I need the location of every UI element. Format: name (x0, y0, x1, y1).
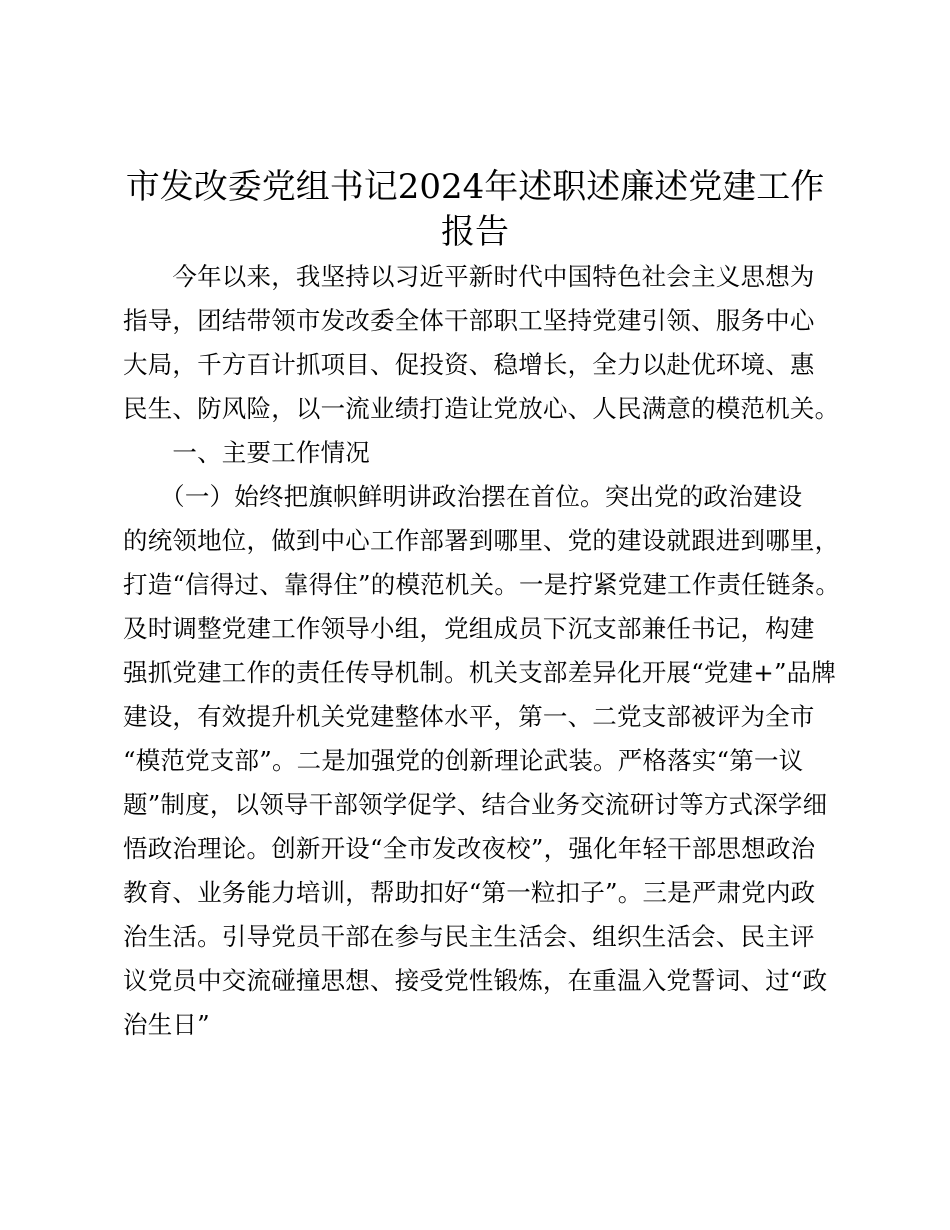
paragraph-2-line-11: 治生活。引导党员干部在参与民主生活会、组织生活会、民主评 (123, 922, 815, 951)
paragraph-2-line-4: 及时调整党建工作领导小组，党组成员下沉支部兼任书记，构建 (123, 614, 815, 643)
paragraph-2-line-12: 议党员中交流碰撞思想、接受党性锻炼，在重温入党誓词、过“政 (123, 966, 828, 995)
paragraph-1-line-3: 大局，千方百计抓项目、促投资、稳增长，全力以赴优环境、惠 (123, 350, 815, 379)
document-title-line-2: 报告 (441, 212, 509, 252)
paragraph-1-line-4: 民生、防风险，以一流业绩打造让党放心、人民满意的模范机关。 (123, 394, 840, 423)
paragraph-2-line-1: （一）始终把旗帜鲜明讲政治摆在首位。突出党的政治建设 (123, 482, 803, 511)
paragraph-2-line-2: 的统领地位，做到中心工作部署到哪里、党的建设就跟进到哪里， (123, 526, 840, 555)
document-title-line-1: 市发改委党组书记2024年述职述廉述党建工作 (125, 167, 825, 207)
paragraph-2-line-7: “模范党支部”。二是加强党的创新理论武装。严格落实“第一议 (123, 746, 804, 775)
paragraph-2-line-13: 治生日” (123, 1010, 210, 1039)
paragraph-1-line-2: 指导，团结带领市发改委全体干部职工坚持党建引领、服务中心 (123, 306, 815, 335)
paragraph-2-line-8: 题”制度，以领导干部领学促学、结合业务交流研讨等方式深学细 (123, 790, 828, 819)
paragraph-2-line-3: 打造“信得过、靠得住”的模范机关。一是拧紧党建工作责任链条。 (123, 570, 841, 599)
paragraph-2-line-6: 建设，有效提升机关党建整体水平，第一、二党支部被评为全市 (123, 702, 815, 731)
paragraph-2-line-5: 强抓党建工作的责任传导机制。机关支部差异化开展“党建+”品牌 (123, 658, 837, 687)
paragraph-2-line-10: 教育、业务能力培训，帮助扣好“第一粒扣子”。三是严肃党内政 (123, 878, 816, 907)
section-heading-1: 一、主要工作情况 (123, 438, 370, 467)
paragraph-2-line-9: 悟政治理论。创新开设“全市发改夜校”，强化年轻干部思想政治 (123, 834, 816, 863)
paragraph-1-line-1: 今年以来，我坚持以习近平新时代中国特色社会主义思想为 (123, 262, 815, 291)
